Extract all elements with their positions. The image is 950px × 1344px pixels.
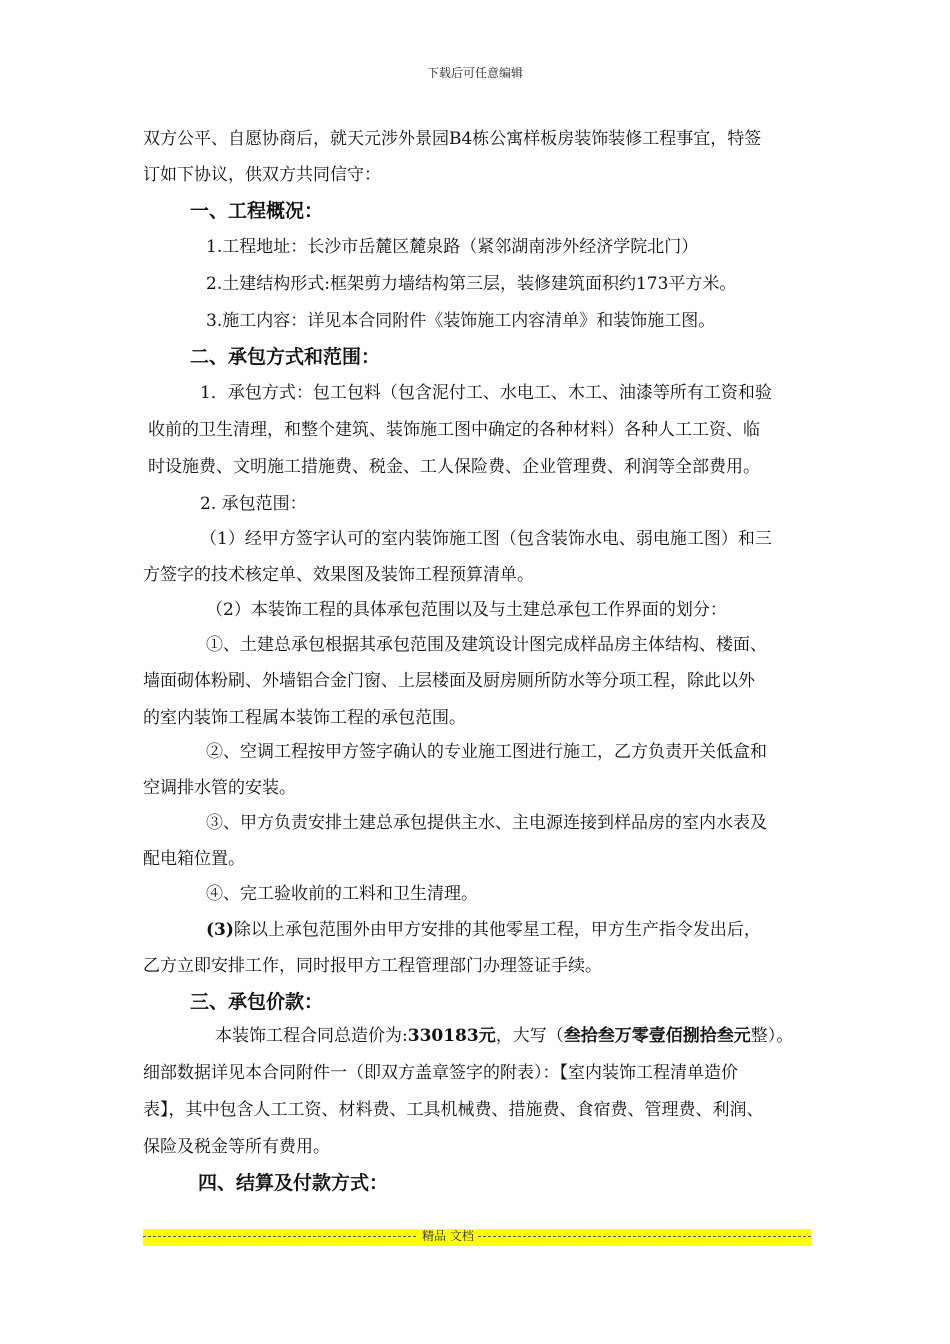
header-note: 下载后可任意编辑 (426, 66, 523, 80)
intro-line-2: 订如下协议，供双方共同信守： (143, 165, 381, 185)
section-1-item: 1.工程地址：长沙市岳麓区麓泉路（紧邻湖南涉外经济学院北门） (206, 237, 699, 257)
scope-clause-2: ②、空调工程按甲方签字确认的专业施工图进行施工，乙方负责开关低盒和 (206, 742, 767, 762)
price-line (215, 1024, 793, 1048)
price-middle: ，大写（ (495, 1026, 564, 1046)
scope-paragraph-3 (206, 918, 761, 942)
footer-bar (143, 1229, 811, 1246)
intro-line-1: 双方公平、自愿协商后，就天元涉外景园B4栋公寓样板房装饰装修工程事宜，特签 (143, 129, 762, 149)
contract-mode-line: 1．承包方式：包工包料（包含泥付工、水电工、木工、油漆等所有工资和验 (200, 383, 772, 403)
price-detail-line: 细部数据详见本合同附件一（即双方盖章签字的附表）：【室内装饰工程清单造价 (143, 1063, 738, 1083)
scope-paragraph-1: 方签字的技术核定单、效果图及装饰工程预算清单。 (143, 565, 534, 585)
section-1-title: 一、工程概况： (190, 200, 324, 222)
price-suffix: 整）。 (750, 1026, 794, 1046)
contract-mode-line: 时设施费、文明施工措施费、税金、工人保险费、企业管理费、利润等全部费用。 (148, 457, 760, 477)
section-1-item: 3.施工内容：详见本合同附件《装饰施工内容清单》和装饰施工图。 (206, 311, 716, 331)
scope-clause-4: ④、完工验收前的工料和卫生清理。 (206, 884, 478, 904)
scope-paragraph-1: （1）经甲方签字认可的室内装饰施工图（包含装饰水电、弱电施工图）和三 (200, 529, 772, 549)
price-amount: 330183元 (407, 1026, 496, 1046)
price-in-words: 叁拾叁万零壹佰捌拾叁元 (563, 1026, 751, 1046)
scope-clause-1: ①、土建总承包根据其承包范围及建筑设计图完成样品房主体结构、楼面、 (206, 635, 767, 655)
section-1-item: 2.土建结构形式:框架剪力墙结构第三层，装修建筑面积约173平方米。 (206, 274, 737, 294)
price-detail-line: 保险及税金等所有费用。 (143, 1137, 330, 1157)
scope-clause-3: 配电箱位置。 (143, 849, 245, 869)
scope-clause-1: 墙面砌体粉刷、外墙铝合金门窗、上层楼面及厨房厕所防水等分项工程，除此以外 (143, 671, 755, 691)
price-prefix: 本装饰工程合同总造价为: (215, 1026, 408, 1046)
section-2-title: 二、承包方式和范围： (190, 346, 381, 368)
scope-paragraph-2: （2）本装饰工程的具体承包范围以及与土建总承包工作界面的划分： (206, 600, 727, 620)
price-detail-line: 表】，其中包含人工工资、材料费、工具机械费、措施费、食宿费、管理费、利润、 (143, 1100, 764, 1120)
section-4-title: 四、结算及付款方式： (198, 1172, 389, 1194)
contract-mode-line: 收前的卫生清理，和整个建筑、装饰施工图中确定的各种材料）各种人工工资、临 (148, 420, 760, 440)
footer-label: 精品 文档 (418, 1229, 478, 1245)
scope-paragraph-3-number: (3) (206, 920, 234, 940)
scope-paragraph-3-text: 除以上承包范围外由甲方安排的其他零星工程，甲方生产指令发出后， (233, 920, 761, 940)
section-3-title: 三、承包价款： (190, 991, 324, 1013)
scope-clause-1: 的室内装饰工程属本装饰工程的承包范围。 (143, 708, 466, 728)
scope-clause-3: ③、甲方负责安排土建总承包提供主水、主电源连接到样品房的室内水表及 (206, 813, 767, 833)
scope-clause-2: 空调排水管的安装。 (143, 778, 296, 798)
scope-paragraph-3: 乙方立即安排工作，同时报甲方工程管理部门办理签证手续。 (143, 956, 602, 976)
scope-title: 2. 承包范围： (200, 494, 307, 514)
